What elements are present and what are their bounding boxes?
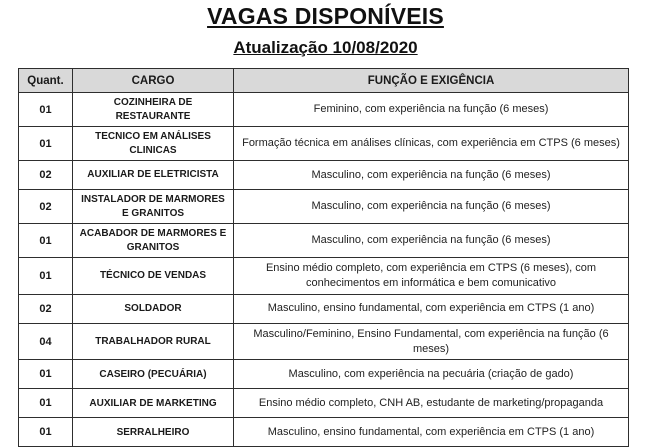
header-cargo: CARGO xyxy=(73,69,234,93)
vacancies-table-body xyxy=(19,93,629,447)
vacancies-table xyxy=(18,68,629,447)
quantity-cell: 02 xyxy=(19,190,73,224)
quantity-cell: 01 xyxy=(19,389,73,418)
quantity-cell: 04 xyxy=(19,323,73,360)
page-title: VAGAS DISPONÍVEIS xyxy=(207,3,444,29)
cargo-cell: AUXILIAR DE ELETRICISTA xyxy=(73,161,234,190)
table-row xyxy=(19,323,629,360)
cargo-cell: CASEIRO (PECUÁRIA) xyxy=(73,360,234,389)
quantity-cell: 01 xyxy=(19,360,73,389)
table-row xyxy=(19,294,629,323)
cargo-cell: INSTALADOR DE MARMORES E GRANITOS xyxy=(73,190,234,224)
funcao-cell: Ensino médio completo, CNH AB, estudante de marketing/propaganda xyxy=(234,389,629,418)
cargo-cell: TÉCNICO DE VENDAS xyxy=(73,258,234,295)
funcao-cell: Formação técnica em análises clínicas, com experiência em CTPS (6 meses) xyxy=(234,127,629,161)
table-row xyxy=(19,224,629,258)
cargo-cell: TECNICO EM ANÁLISES CLINICAS xyxy=(73,127,234,161)
funcao-cell: Masculino, ensino fundamental, com experiência em CTPS (1 ano) xyxy=(234,294,629,323)
funcao-cell: Ensino médio completo, com experiência em CTPS (6 meses), com conhecimentos em informática e bem comunicativo xyxy=(234,258,629,295)
header-funcao-exigencia: FUNÇÃO E EXIGÊNCIA xyxy=(234,69,629,93)
cargo-cell: SOLDADOR xyxy=(73,294,234,323)
quantity-cell: 01 xyxy=(19,224,73,258)
quantity-cell: 01 xyxy=(19,127,73,161)
cargo-cell: AUXILIAR DE MARKETING xyxy=(73,389,234,418)
header-row xyxy=(19,69,629,93)
cargo-cell: COZINHEIRA DE RESTAURANTE xyxy=(73,93,234,127)
funcao-cell: Masculino/Feminino, Ensino Fundamental, com experiência na função (6 meses) xyxy=(234,323,629,360)
funcao-cell: Masculino, com experiência na pecuária (criação de gado) xyxy=(234,360,629,389)
cargo-cell: SERRALHEIRO xyxy=(73,418,234,447)
quantity-cell: 02 xyxy=(19,161,73,190)
header-quantity: Quant. xyxy=(19,69,73,93)
cargo-cell: ACABADOR DE MARMORES E GRANITOS xyxy=(73,224,234,258)
quantity-cell: 01 xyxy=(19,418,73,447)
table-row xyxy=(19,389,629,418)
cargo-cell: TRABALHADOR RURAL xyxy=(73,323,234,360)
table-row xyxy=(19,161,629,190)
funcao-cell: Masculino, com experiência na função (6 meses) xyxy=(234,190,629,224)
quantity-cell: 01 xyxy=(19,93,73,127)
funcao-cell: Masculino, com experiência na função (6 meses) xyxy=(234,161,629,190)
table-row xyxy=(19,360,629,389)
table-header xyxy=(19,69,629,93)
table-row xyxy=(19,127,629,161)
funcao-cell: Masculino, ensino fundamental, com experiência em CTPS (1 ano) xyxy=(234,418,629,447)
quantity-cell: 02 xyxy=(19,294,73,323)
table-row xyxy=(19,93,629,127)
funcao-cell: Masculino, com experiência na função (6 meses) xyxy=(234,224,629,258)
quantity-cell: 01 xyxy=(19,258,73,295)
table-row xyxy=(19,418,629,447)
update-date-subtitle: Atualização 10/08/2020 xyxy=(233,38,418,57)
table-row xyxy=(19,258,629,295)
table-row xyxy=(19,190,629,224)
funcao-cell: Feminino, com experiência na função (6 meses) xyxy=(234,93,629,127)
